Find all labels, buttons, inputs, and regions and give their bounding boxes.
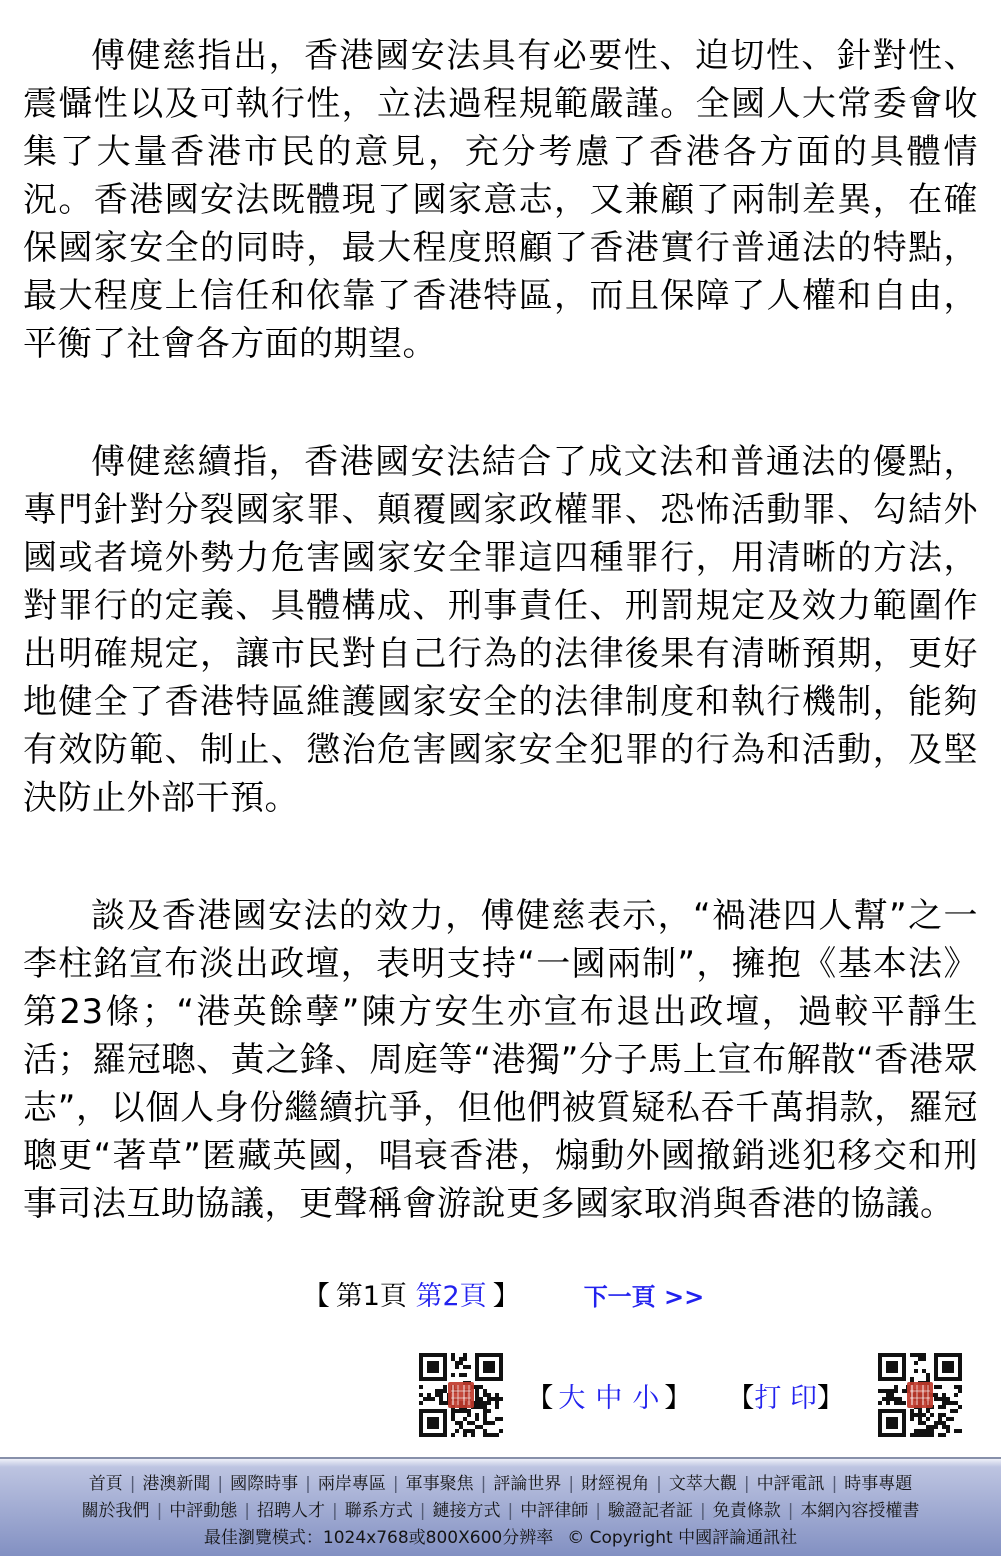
print-bracket-open: 【 [727,1382,755,1414]
separator: | [507,1501,514,1521]
font-size-small-link[interactable]: 小 [632,1382,660,1414]
separator: | [244,1501,251,1521]
font-size-large-link[interactable]: 大 [558,1382,586,1414]
footer-copyright [0,1525,1001,1552]
separator: | [129,1474,136,1494]
footer-link[interactable]: 中評律師 [520,1501,589,1521]
footer-link[interactable]: 聯系方式 [344,1501,413,1521]
footer-link[interactable]: 評論世界 [493,1474,562,1494]
print-bracket-close: 】 [817,1382,844,1414]
font-size-medium-link[interactable]: 中 [595,1382,623,1414]
footer-nav-row2 [0,1498,1001,1525]
pagination [0,1274,1001,1313]
page-footer [0,1457,1001,1556]
separator: | [480,1474,487,1494]
footer-link[interactable]: 本網內容授權書 [800,1501,920,1521]
qr-code-icon [878,1353,962,1437]
footer-link[interactable]: 關於我們 [81,1501,150,1521]
print-control [727,1376,844,1415]
separator: | [217,1474,224,1494]
pagination-bracket-open: 【 [302,1281,330,1312]
footer-link[interactable]: 時事專題 [844,1474,913,1494]
footer-nav-row1 [0,1471,1001,1498]
page-1-label: 第1頁 [335,1281,407,1312]
separator: | [392,1474,399,1494]
footer-link[interactable]: 中評動態 [169,1501,238,1521]
footer-link[interactable]: 首頁 [88,1474,123,1494]
article-paragraph: 傅健慈指出，香港國安法具有必要性、迫切性、針對性、震懾性以及可執行性，立法過程規範嚴謹。全國人大常委會收集了大量香港市民的意見，充分考慮了香港各方面的具體情況。香港國安法既體現了國家意志，又兼顧了兩制差異，在確保國家安全的同時，最大程度照顧了香港實行普通法的特點，最大程度上信任和依靠了香港特區，而且保障了人權和自由，平衡了社會各方面的期望。 [23,36,978,364]
separator: | [656,1474,662,1494]
separator: | [595,1501,601,1521]
footer-link[interactable]: 驗證記者証 [607,1501,693,1521]
separator: | [699,1501,706,1521]
article-paragraph: 傅健慈續指，香港國安法結合了成文法和普通法的優點，專門針對分裂國家罪、顛覆國家政權罪、恐怖活動罪、勾結外國或者境外勢力危害國家安全罪這四種罪行，用清晰的方法，對罪行的定義、具體構成、刑事責任、刑罰規定及效力範圍作出明確規定，讓市民對自己行為的法律後果有清晰預期，更好地健全了香港特區維護國家安全的法律制度和執行機制，能夠有效防範、制止、懲治危害國家安全犯罪的行為和活動，及堅決防止外部干預。 [23,442,978,818]
next-page-link[interactable]: 下一頁 >> [583,1283,705,1311]
separator: | [743,1474,750,1494]
separator: | [156,1501,163,1521]
footer-link[interactable]: 兩岸專區 [317,1474,386,1494]
footer-link[interactable]: 招聘人才 [257,1501,326,1521]
font-size-bracket-close: 】 [664,1382,692,1414]
separator: | [568,1474,575,1494]
separator: | [419,1501,426,1521]
footer-link[interactable]: 國際時事 [230,1474,299,1494]
font-size-control [526,1376,691,1415]
separator: | [831,1474,838,1494]
footer-link[interactable]: 中評電訊 [756,1474,825,1494]
footer-link[interactable]: 文萃大觀 [668,1474,737,1494]
pagination-bracket-close: 】 [492,1281,520,1312]
qr-code-icon [419,1353,503,1437]
footer-link[interactable]: 免責條款 [712,1501,781,1521]
footer-link[interactable]: 軍事聚焦 [405,1474,474,1494]
footer-link[interactable]: 財經視角 [581,1474,650,1494]
print-link[interactable]: 打 印 [754,1382,817,1414]
copyright-text: © Copyright 中國評論通訊社 [567,1528,798,1548]
footer-link[interactable]: 鏈接方式 [432,1501,501,1521]
article-paragraph: 談及香港國安法的效力，傅健慈表示，“禍港四人幫”之一李柱銘宣布淡出政壇，表明支持“一國兩制”，擁抱《基本法》第23條；“港英餘孽”陳方安生亦宣布退出政壇，過較平靜生活；羅冠聰、黃之鋒、周庭等“港獨”分子馬上宣布解散“香港眾志”，以個人身份繼續抗爭，但他們被質疑私吞千萬捐款，羅冠聰更“著草”匿藏英國，唱衰香港，煽動外國撤銷逃犯移交和刑事司法互助協議，更聲稱會游說更多國家取消與香港的協議。 [23,896,978,1224]
separator: | [332,1501,338,1521]
share-print-bar [419,1352,962,1438]
best-view-note: 最佳瀏覽模式：1024x768或800X600分辨率 [203,1528,554,1548]
font-size-bracket-open: 【 [526,1382,554,1414]
page-2-link[interactable]: 第2頁 [415,1281,487,1312]
separator: | [305,1474,311,1494]
separator: | [787,1501,794,1521]
footer-link[interactable]: 港澳新聞 [142,1474,211,1494]
